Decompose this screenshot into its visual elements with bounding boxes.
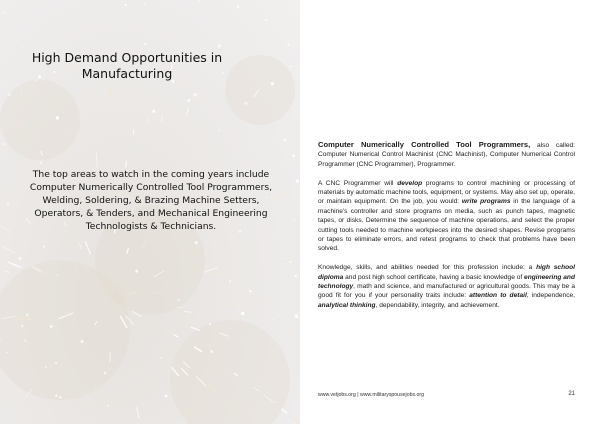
spark-streak bbox=[164, 329, 172, 334]
job-title: Computer Numerically Controlled Tool Programmers, bbox=[318, 140, 531, 149]
spark-dot bbox=[2, 82, 3, 83]
text-run: A CNC Programmer will bbox=[318, 179, 398, 187]
spark-streak bbox=[187, 109, 189, 114]
spark-streak bbox=[96, 153, 97, 167]
spark-dot bbox=[95, 388, 96, 389]
spark-dot bbox=[288, 43, 290, 45]
spark-dot bbox=[241, 312, 244, 315]
text-run: , dependability, integrity, and achievement. bbox=[375, 301, 500, 309]
spark-dot bbox=[181, 279, 182, 280]
spark-dot bbox=[104, 372, 107, 375]
spark-dot bbox=[80, 340, 83, 343]
spark-dot bbox=[291, 121, 292, 122]
spark-dot bbox=[271, 339, 272, 340]
article-body bbox=[318, 140, 575, 320]
spark-dot bbox=[264, 54, 265, 55]
spark-dot bbox=[107, 405, 109, 407]
spark-dot bbox=[193, 93, 196, 96]
spark-dot bbox=[56, 274, 57, 275]
spark-streak bbox=[126, 162, 127, 168]
emphasis-write-programs: write programs bbox=[461, 198, 511, 206]
spark-streak bbox=[118, 375, 119, 382]
spark-streak bbox=[137, 408, 139, 419]
spark-dot bbox=[283, 138, 286, 141]
spark-dot bbox=[6, 352, 8, 354]
spark-dot bbox=[88, 87, 89, 88]
spark-dot bbox=[56, 116, 59, 119]
spark-dot bbox=[214, 35, 215, 36]
spark-streak bbox=[3, 247, 15, 253]
spark-streak bbox=[259, 264, 262, 265]
text-run: , math and science, and manufactured or agricultural goods. This may be a good fit for you if your personality traits include: bbox=[318, 283, 575, 300]
text-run: , independence, bbox=[526, 292, 575, 300]
spark-dot bbox=[146, 124, 147, 125]
text-run: programs to control machining or processing of materials by automatic machine tools, equipment, or systems. May also set up, operate, or maintain equipment. On the job, you would: bbox=[318, 179, 575, 206]
spark-dot bbox=[293, 219, 295, 221]
spark-dot bbox=[265, 19, 268, 22]
spark-dot bbox=[55, 362, 57, 364]
spark-dot bbox=[296, 179, 299, 182]
paragraph-requirements bbox=[318, 263, 575, 310]
spark-dot bbox=[43, 245, 45, 247]
spark-dot bbox=[218, 129, 220, 131]
spark-dot bbox=[46, 253, 47, 254]
spark-dot bbox=[21, 93, 22, 94]
spark-streak bbox=[204, 268, 217, 272]
emphasis-engineering: engineering and technology bbox=[318, 273, 575, 291]
spark-streak bbox=[122, 387, 124, 399]
spark-dot bbox=[292, 154, 295, 157]
spark-dot bbox=[209, 323, 211, 325]
spark-dot bbox=[209, 346, 210, 347]
spark-streak bbox=[79, 244, 81, 249]
spark-streak bbox=[42, 240, 48, 246]
paragraph-job-description bbox=[318, 179, 575, 254]
spark-dot bbox=[8, 93, 11, 96]
spark-dot bbox=[272, 319, 273, 320]
spark-dot bbox=[34, 93, 35, 94]
text-run: in the language of a machine's controller and store programs on media, such as punch tapes, magnetic tapes, or disks. Determine the sequence of machine operations, and select the proper cutting tools needed to machine workpieces into the desired shapes. Revise programs or tapes to eliminate errors, and retest programs to check that problems have been solved. bbox=[318, 198, 576, 253]
spark-dot bbox=[187, 99, 190, 102]
spark-dot bbox=[254, 13, 255, 14]
spark-dot bbox=[45, 366, 47, 368]
spark-dot bbox=[160, 357, 161, 358]
spark-dot bbox=[249, 290, 251, 292]
spark-dot bbox=[294, 195, 295, 196]
spark-streak bbox=[91, 399, 92, 406]
spark-dot bbox=[50, 325, 53, 328]
spark-streak bbox=[9, 262, 21, 267]
spark-dot bbox=[237, 5, 240, 8]
spark-dot bbox=[39, 161, 42, 164]
spark-streak bbox=[283, 260, 290, 262]
spark-streak bbox=[174, 335, 178, 337]
intro-paragraph: The top areas to watch in the coming years include Computer Numerically Controlled Tool Programmers, Welding, Soldering, & Brazing Machine Setters, Operators, & Tenders, and Mechanical Engineering Technologists & Technicians. bbox=[29, 169, 273, 232]
footer-websites: www.vetjobs.org | www.militaryspousejobs.org bbox=[318, 392, 425, 398]
spark-dot bbox=[59, 396, 61, 398]
spark-dot bbox=[195, 241, 198, 244]
spark-streak bbox=[175, 290, 179, 291]
spark-dot bbox=[144, 43, 146, 45]
spark-streak bbox=[133, 130, 134, 135]
right-page bbox=[300, 0, 600, 424]
spark-dot bbox=[199, 0, 201, 2]
spark-streak bbox=[291, 417, 300, 424]
spark-dot bbox=[55, 394, 58, 397]
spark-streak bbox=[184, 311, 190, 312]
spark-dot bbox=[244, 102, 247, 105]
spark-streak bbox=[4, 271, 9, 272]
spark-dot bbox=[26, 314, 29, 317]
emphasis-analytical: analytical thinking bbox=[318, 301, 376, 309]
spark-dot bbox=[124, 4, 126, 6]
section-heading: High Demand Opportunities in Manufacturing bbox=[31, 50, 223, 81]
spark-streak bbox=[210, 272, 218, 274]
spark-dot bbox=[238, 311, 239, 312]
spark-dot bbox=[218, 45, 221, 48]
spark-streak bbox=[286, 328, 291, 329]
spark-dot bbox=[2, 143, 5, 146]
spark-dot bbox=[144, 3, 145, 4]
spark-dot bbox=[229, 280, 231, 282]
spark-dot bbox=[22, 46, 23, 47]
spark-dot bbox=[3, 12, 5, 14]
spark-streak bbox=[1, 225, 11, 232]
spark-streak bbox=[161, 116, 163, 122]
text-run: and post high school certificate, having a basic knowledge of bbox=[343, 273, 525, 281]
spark-dot bbox=[177, 299, 179, 301]
spark-dot bbox=[295, 315, 298, 318]
spark-dot bbox=[165, 395, 168, 398]
emphasis-develop: develop bbox=[397, 179, 423, 187]
text-run: Knowledge, skills, and abilities needed for this profession include: a bbox=[318, 264, 537, 272]
spark-streak bbox=[86, 242, 91, 254]
spark-streak bbox=[282, 409, 287, 413]
spark-streak bbox=[191, 327, 199, 330]
spark-dot bbox=[294, 275, 296, 277]
spark-dot bbox=[271, 82, 274, 85]
spark-dot bbox=[135, 270, 138, 273]
spark-streak bbox=[143, 317, 148, 320]
spark-dot bbox=[7, 203, 10, 206]
spark-dot bbox=[289, 261, 291, 263]
spark-dot bbox=[152, 110, 155, 113]
spark-dot bbox=[126, 147, 127, 148]
spark-dot bbox=[74, 319, 75, 320]
emphasis-attention: attention to detail bbox=[469, 292, 527, 300]
spark-dot bbox=[17, 85, 18, 86]
spark-streak bbox=[148, 118, 149, 123]
page-number: 21 bbox=[568, 391, 575, 397]
spark-dot bbox=[210, 350, 213, 353]
spark-dot bbox=[289, 65, 291, 67]
job-aliases: also called: Computer Numerical Control Machinist (CNC Machinist), Computer Numerical Control Programmer (CNC Programmer), Programmer. bbox=[318, 142, 575, 168]
spark-dot bbox=[5, 144, 6, 145]
spark-dot bbox=[24, 340, 26, 342]
spark-dot bbox=[290, 362, 291, 363]
paragraph-job-title bbox=[318, 140, 575, 169]
emphasis-diploma: high school diploma bbox=[318, 264, 575, 281]
spark-dot bbox=[21, 325, 24, 328]
spark-dot bbox=[18, 257, 21, 260]
